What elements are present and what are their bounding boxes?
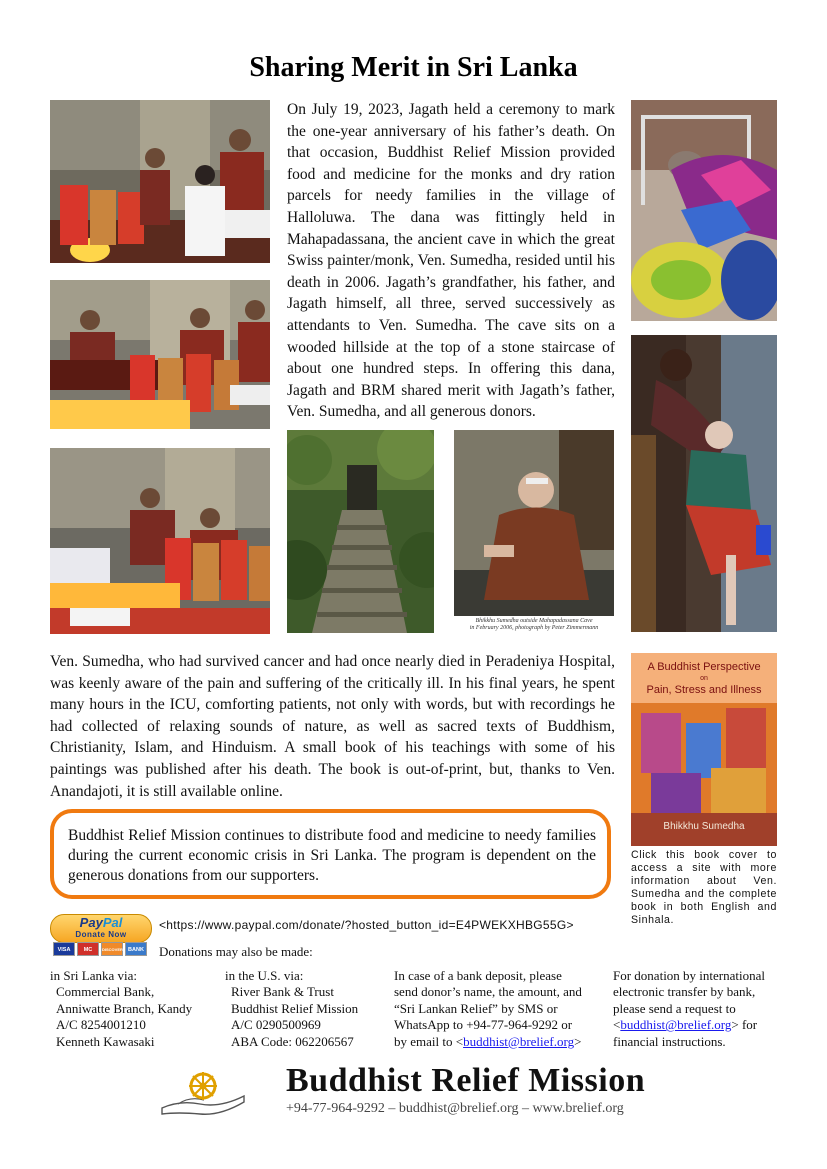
paypal-donate-button[interactable]: [50, 914, 152, 943]
mastercard-icon: MC: [77, 942, 99, 956]
bank-deposit-line: by email to <buddhist@brelief.org>: [394, 1033, 582, 1049]
discover-card-icon: DISCOVER: [101, 942, 123, 956]
photo-monks-eating: [50, 280, 270, 429]
paypal-donate-label: Donate Now: [75, 930, 127, 939]
book-title-line3: Pain, Stress and Illness: [646, 684, 762, 696]
org-name: Buddhist Relief Mission: [286, 1062, 646, 1099]
international-line: electronic transfer by bank,: [613, 984, 756, 1000]
email-link[interactable]: buddhist@brelief.org: [620, 1017, 732, 1033]
book-cover-link[interactable]: [631, 653, 777, 846]
us-line: ABA Code: 062206567: [231, 1033, 354, 1049]
visa-card-icon: VISA: [53, 942, 75, 956]
bank-deposit-line: “Sri Lankan Relief” by SMS or: [394, 1000, 558, 1016]
sri-lanka-line: A/C 8254001210: [56, 1017, 146, 1033]
us-donation-info: [225, 968, 358, 1050]
international-line: financial instructions.: [613, 1033, 726, 1049]
paypal-url[interactable]: <https://www.paypal.com/donate/?hosted_button_id=E4PWEKXHBG55G>: [159, 918, 574, 932]
bank-card-icon: BANK: [125, 942, 147, 956]
us-line: Buddhist Relief Mission: [231, 1000, 359, 1016]
ven-sumedha-paragraph: Ven. Sumedha, who had survived cancer and had once nearly died in Peradeniya Hospital, was keenly aware of the pain and suffering of the critically ill. In his final years, he spent many hours in the ICU, comforting patients, not only with words, but with recordings he had collected of relaxing sounds of nature, as well as sacred texts of Buddhism, Christianity, Islam, and Hinduism. A small book of his teachings with some of his paintings was published after his death. The book is out-of-print, but, thanks to Ven. Anandajoti, it is still available online.: [50, 653, 615, 800]
book-cover-note: Click this book cover to access a site with more information about Ven. Sumedha and the complete book in both English and Sinhala.: [631, 849, 777, 926]
email-link[interactable]: buddhist@brelief.org: [463, 1033, 575, 1049]
international-donation-info: [613, 968, 765, 1050]
page-title: Sharing Merit in Sri Lanka: [249, 52, 578, 83]
photo-dana-offerings: [50, 448, 270, 634]
photo-monks-receiving-dana: [50, 100, 270, 263]
sri-lanka-line: Commercial Bank,: [56, 984, 155, 1000]
dharma-wheel-hand-logo: [160, 1066, 246, 1118]
international-line: <buddhist@brelief.org> for: [613, 1017, 758, 1033]
bank-deposit-line: In case of a bank deposit, please: [394, 968, 562, 983]
photo-stone-staircase: [287, 430, 434, 633]
us-line: River Bank & Trust: [231, 984, 334, 1000]
book-author: Bhikkhu Sumedha: [663, 821, 745, 832]
photo-sleeping-patient: [631, 100, 777, 321]
paypal-logo: PayPal: [79, 915, 123, 930]
international-line: For donation by international: [613, 968, 766, 983]
org-contact: +94-77-964-9292 – buddhist@brelief.org – www.brelief.org: [286, 1101, 624, 1116]
callout-text: Buddhist Relief Mission continues to distribute food and medicine to needy families during the current economic crisis in Sri Lanka. The program is dependent on the generous donations from our supporters.: [68, 827, 596, 884]
photo-caption-line1: Bhikkhu Sumedha outside Mahapadassana Cave: [475, 618, 593, 624]
payment-cards: [53, 942, 147, 956]
us-heading: in the U.S. via:: [225, 968, 304, 983]
photo-ven-sumedha-with-caregiver: [631, 335, 777, 632]
book-title-line2: on: [700, 675, 708, 682]
us-line: A/C 0290500969: [231, 1017, 321, 1033]
bank-deposit-line: send donor’s name, the amount, and: [394, 984, 582, 1000]
bank-deposit-info: [394, 968, 582, 1050]
sri-lanka-heading: in Sri Lanka via:: [50, 968, 138, 983]
donation-callout-box: [50, 809, 611, 899]
book-title-line1: A Buddhist Perspective: [647, 661, 761, 673]
international-line: please send a request to: [613, 1000, 736, 1016]
donations-intro: Donations may also be made:: [159, 944, 313, 959]
sri-lanka-line: Anniwatte Branch, Kandy: [56, 1000, 193, 1016]
sri-lanka-line: Kenneth Kawasaki: [56, 1033, 155, 1049]
photo-ven-sumedha-portrait: [454, 430, 614, 616]
intro-paragraph: On July 19, 2023, Jagath held a ceremony to mark the one-year anniversary of his father’s death. On that occasion, Buddhist Relief Mission provided food and medicine for the monks and dry ration parcels for needy families in the village of Halloluwa. The dana was fittingly held in Mahapadassana, the ancient cave in which the great Swiss painter/monk, Ven. Sumedha, resided until his death in 2006. Jagath’s grandfather, his father, and Jagath himself, all three, served successively as attendants to Ven. Sumedha. The cave sits on a wooded hillside at the top of a stone staircase of about one hundred steps. In offering this dana, Jagath and BRM shared merit with Jagath’s father, Ven. Sumedha, and all generous donors.: [287, 101, 615, 421]
sri-lanka-donation-info: [50, 968, 192, 1050]
bank-deposit-line: WhatsApp to +94-77-964-9292 or: [394, 1017, 573, 1033]
photo-caption-line2: in February 2006, photograph by Peter Zimmermann: [469, 625, 599, 631]
